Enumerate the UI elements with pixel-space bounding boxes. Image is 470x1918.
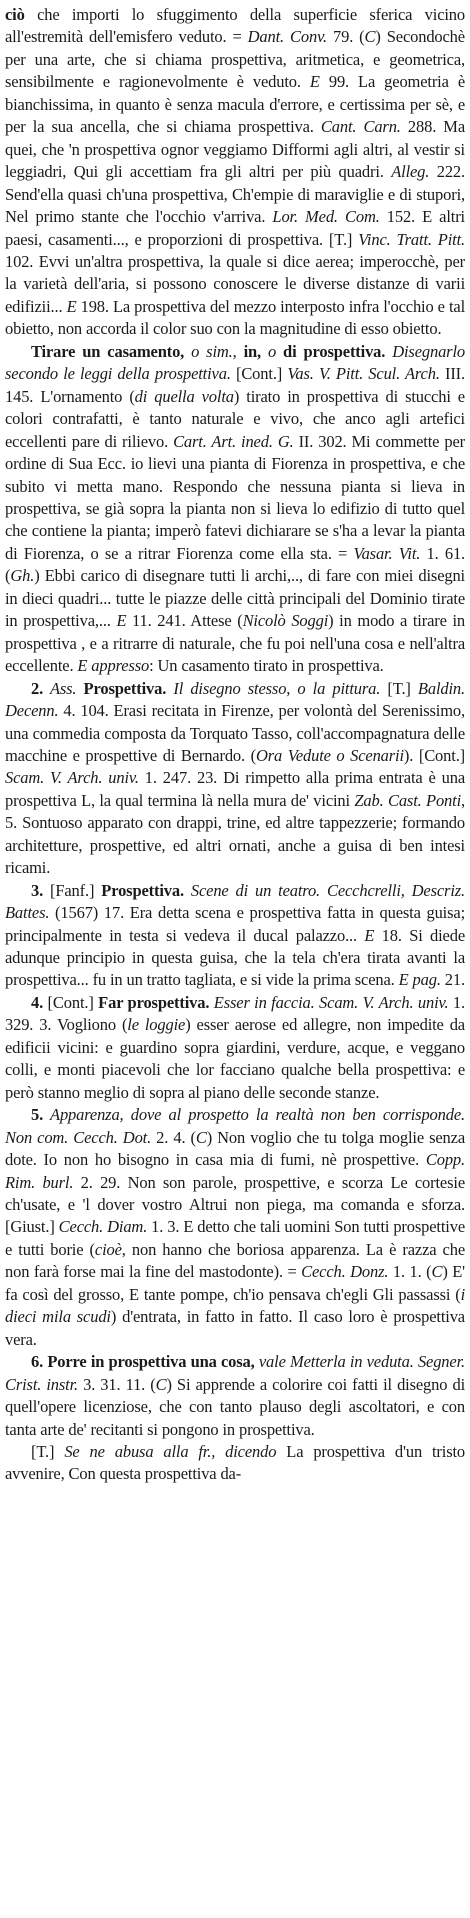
body-text: 79. ( [327,27,365,47]
body-text: : Un casamento tirato in prospettiva. [149,656,384,676]
headword: in, [236,341,262,361]
body-text: 222. Send'ella quasi ch'una prospettiva, Ch'empie di maraviglie e di stupori, Nel primo stante che l'occhio v'arriva. [5,162,465,227]
entry-paragraph [5,1441,465,1486]
body-text: [Fanf.] [43,880,102,900]
headword: Prospettiva. [101,880,184,900]
citation-italic: Vasar. Vit. [353,543,421,563]
citation-italic: E [364,925,375,945]
citation-italic: Zab. Cast. Ponti [354,790,462,810]
citation-italic: o [261,341,277,361]
citation-italic: C [431,1262,443,1282]
citation-italic: E pag. [398,970,441,990]
body-text: 11. 241. Attese ( [126,611,243,631]
body-text: 2. 29. Non son parole, prospettive, e scorza Le cortesie ch'usate, e 'l dover vostro Altrui non piega, ma comanda e sforza. [Giust.] [5,1172,465,1237]
citation-italic: E [66,296,77,316]
body-text: 1. 3. E detto che tali uomini Son tutti prospettive e tutti borie ( [5,1217,465,1259]
body-text: ) E' fa così del grosso, E tante pompe, ch'io pensava ch'egli Gli passassi ( [5,1262,465,1304]
body-text: III. 145. L'ornamento ( [5,364,466,406]
body-text: 1. 1. ( [388,1262,432,1282]
citation-italic: Cecch. Diam. [58,1217,148,1237]
headword: ciò [5,5,25,24]
citation-italic: Copp. Rim. burl. [5,1150,465,1192]
body-text: ) tirato in prospettiva di stucchi e colori contrafatti, è tanto naturale e vivo, che anco agli artefici eccellenti pare di rilievo. [5,386,465,451]
citation-italic: di quella volta [134,386,234,406]
headword: di prospettiva. [276,341,386,361]
citation-italic: Cant. Carn. [320,117,401,137]
citation-italic: Scene di un teatro. Cecchcrelli, Descriz. Battes. [5,880,465,923]
entry-paragraph [5,1104,465,1351]
headword: 3. [31,880,44,900]
body-text: ) Non voglio che tu tolga moglie senza dote. Io non ho bisogno in casa mia di fumi, nè prospettive. [5,1127,465,1170]
body-text: [Cont.] [43,992,99,1012]
entry-paragraph [5,341,465,678]
citation-italic: Nicolò Soggi [242,611,329,631]
body-text: [T.] [31,1442,65,1461]
body-text: , non hanno che boriosa apparenza. La è razza che non farà forse mai la fine del mastodonte). = [5,1239,465,1282]
headword: Tirare un casamento, [31,341,185,361]
entry-paragraph [5,992,465,1104]
body-text: [Cont.] [230,364,288,384]
body-text: ) d'entrata, in fatto in fatto. Il caso loro è prospettiva vera. [5,1307,465,1349]
body-text: 288. Ma quei, che 'n prospettiva ognor veggiamo Difformi agli altri, al vestir si leggiadri, Qui gli accettiam fra gli altri per più quadri. [5,117,465,182]
body-text: 152. E altri paesi, casamenti..., e proporzioni di prospettiva. [T.] [5,207,465,249]
body-text: 198. La prospettiva del mezzo interposto infra l'occhio e tal obietto, non accorda il color suo con la magnitudine di esso obietto. [5,296,465,339]
citation-italic: o sim., [184,341,237,361]
citation-italic: E [309,72,320,92]
citation-italic: Apparenza, dove al prospetto la realtà non ben corrisponde. Non com. Cecch. Dot. [5,1105,465,1147]
body-text: , 5. Sontuoso apparato con drappi, trine, ed altre tappezzerie; formando architetture, prospettive, ed altri ornati, anche a guisa di ben intesi ricami. [5,790,466,878]
citation-italic: C [195,1127,207,1147]
entry-body [5,4,465,1486]
citation-italic: Disegnarlo secondo le leggi della prospettiva. [5,341,465,384]
entry-paragraph [5,4,465,341]
citation-italic: Cart. Art. ined. G. [173,431,294,451]
headword: 6. Porre in prospettiva una cosa, [31,1352,255,1372]
body-text: 1. 61. ( [5,543,466,586]
body-text: ) Ebbi carico di disegnare tutti li archi,.., di fare con miei disegni in dieci quadri... tutte le piazze delle città principali del Dominio tirate in prospettiva,... [5,566,465,631]
body-text: 4. 104. Erasi recitata in Firenze, per volontà del Serenissimo, una commedia composta da Torquato Tasso, coll'accompagnatura delle macchine e prospettive di Bernardo. ( [5,701,465,765]
body-text: II. 302. Mi commette per ordine di Sua Ecc. io lievi una pianta di Fiorenza in prospettiva, e che subito vi metta mano. Respondo che nessuna pianta si lieva in prospettiva, se già sopra la pianta non si lieva lo edifizio di tutto quel che contiene la pianta; imperò fatevi dichiarare se s'ha a levar la pianta di Fiorenza, o se a ritrar Fiorenza come ella sta. = [5,431,465,563]
citation-italic: Vinc. Tratt. Pitt. [358,229,465,249]
citation-italic: Scam. V. Arch. univ. [5,768,139,788]
body-text: ) esser aerose ed allegre, non impedite da edificii vicini: e guardino sopra giardini, verdure, acque, e veggano colli, e monti piacevoli che lor facciano qualche bella prospettiva: e però stanno meglio di sopra al piano delle seconde stanze. [5,1015,465,1102]
citation-italic: Vas. V. Pitt. Scul. Arch. [287,364,440,384]
body-text: [T.] [380,678,418,698]
body-text: ) Secondochè per una arte, che si chiama prospettiva, aritmetica, e geometrica, sensibilmente e ragionevolmente è veduto. [5,27,465,92]
citation-italic: Se ne abusa alla fr., dicendo [64,1442,277,1461]
citation-italic: i dieci mila scudi [5,1284,465,1327]
entry-paragraph [5,678,465,880]
headword: 4. [31,992,44,1012]
body-text: (1567) 17. Era detta scena e prospettiva fatta in questa guisa; principalmente in testa si vedeva il ducal palazzo... [5,903,465,945]
citation-italic: E [116,611,127,631]
body-text: ). [Cont.] [403,745,466,765]
citation-italic: Dant. Conv. [247,27,327,47]
citation-italic: cioè [94,1239,122,1259]
headword: 5. [31,1105,44,1125]
body-text: La prospettiva d'un tristo avvenire, Con questa prospettiva da- [5,1442,466,1484]
citation-italic: Il disegno stesso, o la pittura. [166,678,381,698]
body-text: 99. La geometria è bianchissima, in quanto è senza macula d'errore, e certissima per sè, e per la sua ancella, che si chiama prospettiva. [5,72,465,137]
citation-italic: E appresso [77,656,150,676]
citation-italic: Ass. [43,678,77,698]
citation-italic: Cecch. Donz. [301,1262,389,1282]
body-text: 1. 329. 3. Vogliono ( [5,992,465,1035]
citation-italic: C [364,27,376,47]
entry-paragraph [5,1351,465,1441]
citation-italic: Baldin. Decenn. [5,678,465,721]
body-text: 3. 31. 11. ( [78,1374,156,1394]
body-text: che importi lo sfuggimento della superficie sferica vicino all'estremità dell'emisfero veduto. = [5,5,465,47]
citation-italic: C [155,1374,167,1394]
headword: Prospettiva. [76,678,167,698]
citation-italic: Lor. Med. Com. [272,207,380,227]
citation-italic: Alleg. [391,162,430,182]
citation-italic: Esser in faccia. Scam. V. Arch. univ. [209,992,449,1012]
entry-paragraph [5,880,465,992]
body-text: 21. [440,970,465,990]
body-text: 2. 4. ( [151,1127,196,1147]
citation-italic: Ora Vedute o Scenarii [255,745,404,765]
body-text: ) Si apprende a colorire coi fatti il disegno di quell'opere licenziose, che con tanto plauso degli ascoltatori, e con tanta arte de' recitanti si pongono in prospettiva. [5,1374,465,1439]
body-text: 1. 247. 23. Di rimpetto alla prima entrata è una prospettiva L, la qual termina là nella mura de' vicini [5,768,465,810]
citation-italic: vale Metterla in veduta. Segner. Crist. instr. [5,1352,466,1394]
citation-italic: Gh. [10,566,35,586]
body-text: ) in modo a tirare in prospettiva , e a ritrarre di naturale, che fu poi nell'una cosa e nell'altra eccellente. [5,611,465,676]
headword: 2. [31,678,44,698]
body-text: 18. Si diede adunque principio in questa guisa, che la tela ch'era tirata avanti la prospettiva... fu in un tratto tagliata, e si vide la prima scena. [5,925,466,990]
headword: Far prospettiva. [98,992,210,1012]
body-text: 102. Evvi un'altra prospettiva, la quale si dice aerea; imperocchè, per la varietà dell'aria, si possono conoscere le diverse distanze di varii edifizii... [5,251,465,316]
citation-italic: le loggie [127,1015,186,1035]
